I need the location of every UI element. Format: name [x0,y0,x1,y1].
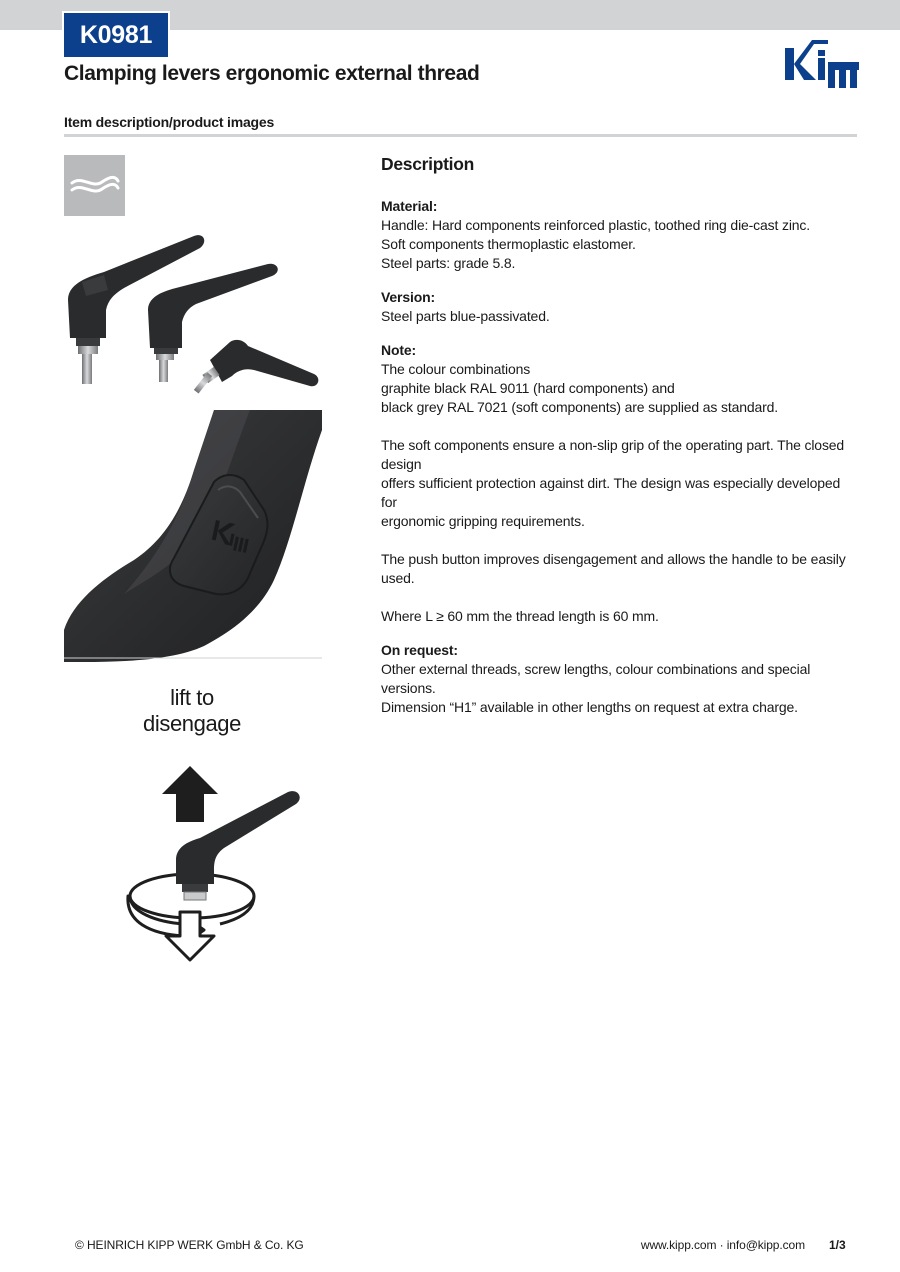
on-request-block [381,641,857,717]
footer-page-number: 1/3 [829,1238,846,1252]
paragraph-push-button [381,550,857,588]
material-line: Soft components thermoplastic elastomer. [381,236,636,252]
material-block [381,197,857,273]
product-code-badge: K0981 [64,13,168,57]
note-line: The colour combinations [381,361,531,377]
note-block [381,341,857,417]
paragraph-line: The soft components ensure a non-slip grip of the operating part. The closed design [381,437,845,472]
kipp-logo [782,38,860,90]
arrow-down-icon [166,912,214,960]
section-rule [64,134,857,137]
lift-text-line-1: lift to [170,685,214,710]
section-heading: Item description/product images [64,114,275,130]
paragraph-thread-length [381,607,857,626]
version-line: Steel parts blue-passivated. [381,308,550,324]
material-line: Handle: Hard components reinforced plastic, toothed ring die-cast zinc. [381,217,811,233]
on-request-line: Dimension “H1” available in other lengths on request at extra charge. [381,699,798,715]
material-label: Material: [381,198,438,214]
material-line: Steel parts: grade 5.8. [381,255,516,271]
footer-copyright: © HEINRICH KIPP WERK GmbH & Co. KG [75,1238,304,1252]
version-block [381,288,857,326]
note-line: black grey RAL 7021 (soft components) are supplied as standard. [381,399,779,415]
paragraph-line: The push button improves disengagement and allows the handle to be easily used. [381,551,846,586]
disengage-diagram [120,762,310,962]
product-photo-levers [64,230,322,402]
paragraph-soft-components [381,436,857,531]
paragraph-line: offers sufficient protection against dirt. The design was especially developed for [381,475,841,510]
on-request-label: On request: [381,642,458,658]
description-panel [381,152,857,732]
paragraph-line: Where L ≥ 60 mm the thread length is 60 mm. [381,608,659,624]
paragraph-line: ergonomic gripping requirements. [381,513,585,529]
lever-small [194,340,318,394]
on-request-line: Other external threads, screw lengths, colour combinations and special versions. [381,661,811,696]
footer-contact: www.kipp.com · info@kipp.com [640,1238,805,1252]
version-label: Version: [381,289,436,305]
arrow-up-icon [162,766,218,822]
note-line: graphite black RAL 9011 (hard components) and [381,380,675,396]
lift-text-line-2: disengage [143,711,241,736]
surface-symbol-thumbnail [64,155,125,216]
lift-instruction [110,685,274,737]
product-photo-closeup [64,410,322,662]
page-title: Clamping levers ergonomic external thread [64,62,480,85]
description-heading: Description [381,154,474,174]
note-label: Note: [381,342,417,358]
wave-icon [64,155,125,216]
